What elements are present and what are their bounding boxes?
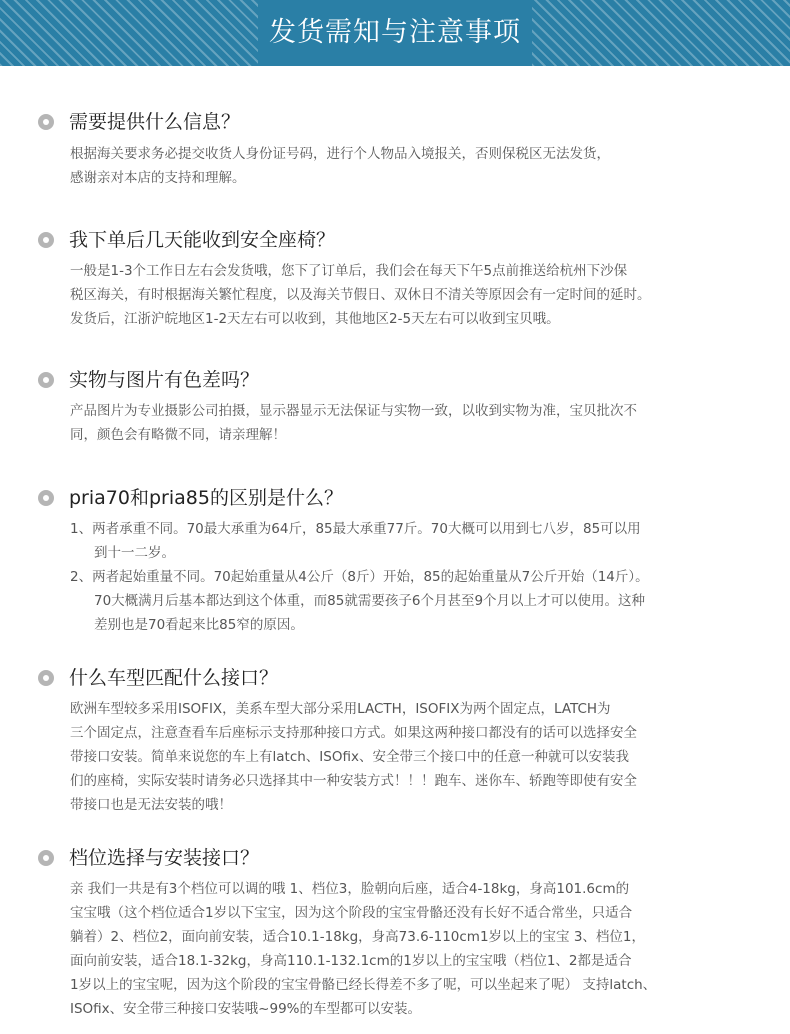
faq-answer-line: 70大概满月后基本都达到这个体重，而85就需要孩子6个月甚至9个月以上才可以使用。这种 [94,593,646,609]
faq-question [0,664,790,694]
faq-answer-line: 躺着）2、档位2，面向前安装，适合10.1-18kg，身高73.6-110cm1岁以上的宝宝 3、档位1， [70,929,646,945]
faq-question [0,108,790,138]
faq-answer-line: 三个固定点，注意查看车后座标示支持那种接口方式。如果这两种接口都没有的话可以选择安全 [70,725,637,741]
faq-answer-line: 宝宝哦（这个档位适合1岁以下宝宝，因为这个阶段的宝宝骨骼还没有长好不适合常坐，只适合 [70,905,633,921]
bullet-circle-icon [38,670,54,686]
faq-answer-line: 们的座椅，实际安装时请务必只选择其中一种安装方式！！！跑车、迷你车、轿跑等即使有安全 [70,773,637,789]
faq-question-text: 档位选择与安装接口？ [69,847,260,869]
faq-answer [70,142,760,190]
bullet-circle-icon [38,850,54,866]
faq-answer-line: 1、两者承重不同。70最大承重为64斤，85最大承重77斤。70大概可以用到七八岁，85可以用 [70,521,641,537]
faq-answer [70,259,760,331]
faq-answer-line: 感谢亲对本店的支持和理解。 [70,170,246,186]
faq-question [0,484,790,514]
faq-item-delivery-time [0,226,790,327]
faq-answer-line: 同，颜色会有略微不同，请亲理解！ [70,427,286,443]
faq-question-text: 什么车型匹配什么接口？ [69,667,279,689]
faq-question-text: pria70和pria85的区别是什么？ [69,487,343,509]
faq-item-car-interface [0,664,790,813]
page-header [0,0,790,66]
faq-item-info [0,108,790,186]
faq-question [0,366,790,396]
faq-item-gear-selection [0,844,790,1017]
faq-answer-line: 到十一二岁。 [94,545,175,561]
faq-answer-line: 税区海关，有时根据海关繁忙程度，以及海关节假日、双休日不清关等原因会有一定时间的延时。 [70,287,651,303]
faq-question [0,844,790,874]
page-title: 发货需知与注意事项 [269,17,521,48]
faq-answer [70,877,760,1021]
faq-answer-line: 1岁以上的宝宝呢，因为这个阶段的宝宝骨骼已经长得差不多了呢，可以坐起来了呢） 支持latch、 [70,977,657,993]
faq-answer [70,399,760,447]
faq-question-text: 我下单后几天能收到安全座椅？ [69,229,336,251]
bullet-circle-icon [38,490,54,506]
faq-answer-line: 2、两者起始重量不同。70起始重量从4公斤（8斤）开始，85的起始重量从7公斤开始（14斤）。 [70,569,649,585]
faq-answer-line: 带接口也是无法安装的哦！ [70,797,232,813]
faq-item-pria-difference [0,484,790,633]
faq-answer-line: 一般是1-3个工作日左右会发货哦，您下了订单后，我们会在每天下午5点前推送给杭州下沙保 [70,263,628,279]
faq-answer-line: 欧洲车型较多采用ISOFIX，美系车型大部分采用LACTH，ISOFIX为两个固定点，LATCH为 [70,701,611,717]
faq-item-color-difference [0,366,790,443]
faq-answer-line: 根据海关要求务必提交收货人身份证号码，进行个人物品入境报关，否则保税区无法发货， [70,146,610,162]
bullet-circle-icon [38,232,54,248]
faq-answer-line: 带接口安装。简单来说您的车上有latch、ISOfix、安全带三个接口中的任意一种就可以安装我 [70,749,629,765]
faq-answer-line: 面向前安装，适合18.1-32kg，身高110.1-132.1cm的1岁以上的宝宝哦（档位1、2都是适合 [70,953,632,969]
faq-question [0,226,790,256]
bullet-circle-icon [38,372,54,388]
faq-answer-line: 产品图片为专业摄影公司拍摄，显示器显示无法保证与实物一致，以收到实物为准，宝贝批次不 [70,403,637,419]
faq-question-text: 实物与图片有色差吗？ [69,369,260,391]
faq-answer [70,517,760,637]
faq-answer-line: 发货后，江浙沪皖地区1-2天左右可以收到，其他地区2-5天左右可以收到宝贝哦。 [70,311,560,327]
faq-answer-line: 差别也是70看起来比85窄的原因。 [94,617,304,633]
faq-answer-line: ISOfix、安全带三种接口安装哦~99%的车型都可以安装。 [70,1001,421,1017]
faq-question-text: 需要提供什么信息？ [69,111,241,133]
faq-answer [70,697,760,817]
faq-answer-line: 亲 我们一共是有3个档位可以调的哦 1、档位3，脸朝向后座，适合4-18kg，身高101.6cm的 [70,881,630,897]
bullet-circle-icon [38,114,54,130]
